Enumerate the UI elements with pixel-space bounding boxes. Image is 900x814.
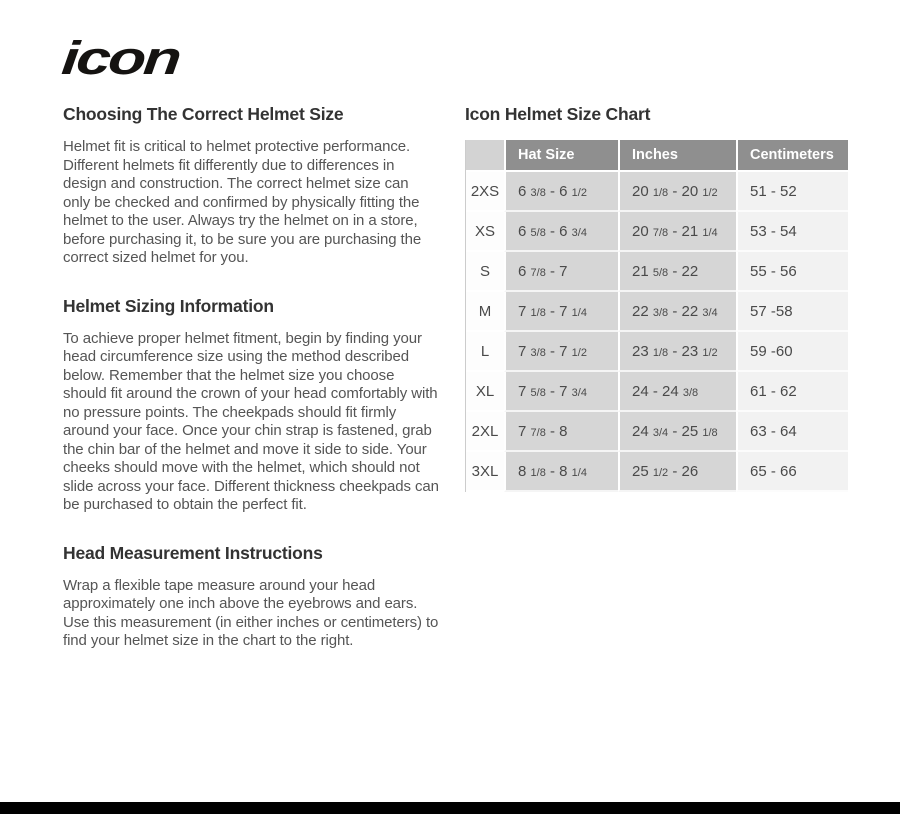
size-value-cell: 61 - 62 [736, 372, 848, 412]
size-label-cell: S [466, 252, 504, 292]
section-body: Wrap a flexible tape measure around your head approximately one inch above the eyebrows and ears. Use this measurement (in either inches or centimeters) to find your helmet size in the chart to the right. [63, 576, 439, 649]
size-label-cell: M [466, 292, 504, 332]
header-inches: Inches [618, 140, 736, 170]
size-label-cell: L [466, 332, 504, 372]
size-value-cell: 59 -60 [736, 332, 848, 372]
header-centimeters: Centimeters [736, 140, 848, 170]
icon-brand-logo: icon [59, 31, 182, 84]
size-value-cell: 22 3/8 - 22 3/4 [618, 292, 736, 332]
size-value-cell: 7 7/8 - 8 [504, 412, 618, 452]
section-body: To achieve proper helmet fitment, begin by finding your head circumference size using the method described below. Remember that the helmet size you choose should fit around the crown of your head comfortably with no pressure points. The cheekpads should fit firmly around your face. Once your chin strap is fastened, grab the chin bar of the helmet and move it side to side. Your cheeks should move with the helmet, which should not slide across your face. Different thickness cheekpads can be purchased to obtain the perfect fit. [63, 329, 439, 513]
size-value-cell: 7 1/8 - 7 1/4 [504, 292, 618, 332]
section-body: Helmet fit is critical to helmet protective performance. Different helmets fit differently due to differences in design and construction. The correct helmet size can only be checked and confirmed by physically fitting the helmet to the user. Always try the helmet on in a store, before purchasing it, to be sure you are purchasing the correct sized helmet for you. [63, 138, 422, 266]
size-label-cell: 3XL [466, 452, 504, 492]
size-label-cell: XS [466, 212, 504, 252]
table-row [466, 170, 848, 212]
table-row [466, 332, 848, 372]
size-value-cell: 6 5/8 - 6 3/4 [504, 212, 618, 252]
table-row [466, 252, 848, 292]
size-value-cell: 20 1/8 - 20 1/2 [618, 170, 736, 212]
section-heading: Helmet Sizing Information [63, 295, 274, 316]
header-hat-size: Hat Size [504, 140, 618, 170]
size-chart-table [465, 140, 848, 492]
table-header-row [466, 140, 848, 170]
size-value-cell: 24 - 24 3/8 [618, 372, 736, 412]
size-value-cell: 63 - 64 [736, 412, 848, 452]
size-value-cell: 7 3/8 - 7 1/2 [504, 332, 618, 372]
size-value-cell: 23 1/8 - 23 1/2 [618, 332, 736, 372]
size-label-cell: 2XL [466, 412, 504, 452]
section-heading: Choosing The Correct Helmet Size [63, 104, 344, 124]
table-row [466, 452, 848, 492]
table-row [466, 412, 848, 452]
table-row [466, 372, 848, 412]
header-corner-cell [466, 140, 504, 170]
size-value-cell: 8 1/8 - 8 1/4 [504, 452, 618, 492]
size-label-cell: 2XS [466, 170, 504, 212]
size-value-cell: 7 5/8 - 7 3/4 [504, 372, 618, 412]
bottom-divider-bar [0, 802, 900, 814]
size-value-cell: 24 3/4 - 25 1/8 [618, 412, 736, 452]
size-label-cell: XL [466, 372, 504, 412]
table-row [466, 292, 848, 332]
section-heading: Head Measurement Instructions [63, 542, 323, 563]
size-chart-body [466, 170, 848, 492]
size-value-cell: 25 1/2 - 26 [618, 452, 736, 492]
section-choosing-size [63, 103, 439, 268]
size-value-cell: 21 5/8 - 22 [618, 252, 736, 292]
size-value-cell: 6 7/8 - 7 [504, 252, 618, 292]
section-measurement-instructions [63, 542, 439, 651]
info-column [63, 103, 439, 651]
size-value-cell: 20 7/8 - 21 1/4 [618, 212, 736, 252]
size-chart-title: Icon Helmet Size Chart [465, 104, 651, 124]
size-value-cell: 53 - 54 [736, 212, 848, 252]
size-value-cell: 65 - 66 [736, 452, 848, 492]
size-value-cell: 55 - 56 [736, 252, 848, 292]
table-row [466, 212, 848, 252]
size-chart-column [465, 103, 847, 492]
size-value-cell: 57 -58 [736, 292, 848, 332]
section-sizing-information [63, 295, 439, 515]
size-value-cell: 51 - 52 [736, 170, 848, 212]
size-value-cell: 6 3/8 - 6 1/2 [504, 170, 618, 212]
